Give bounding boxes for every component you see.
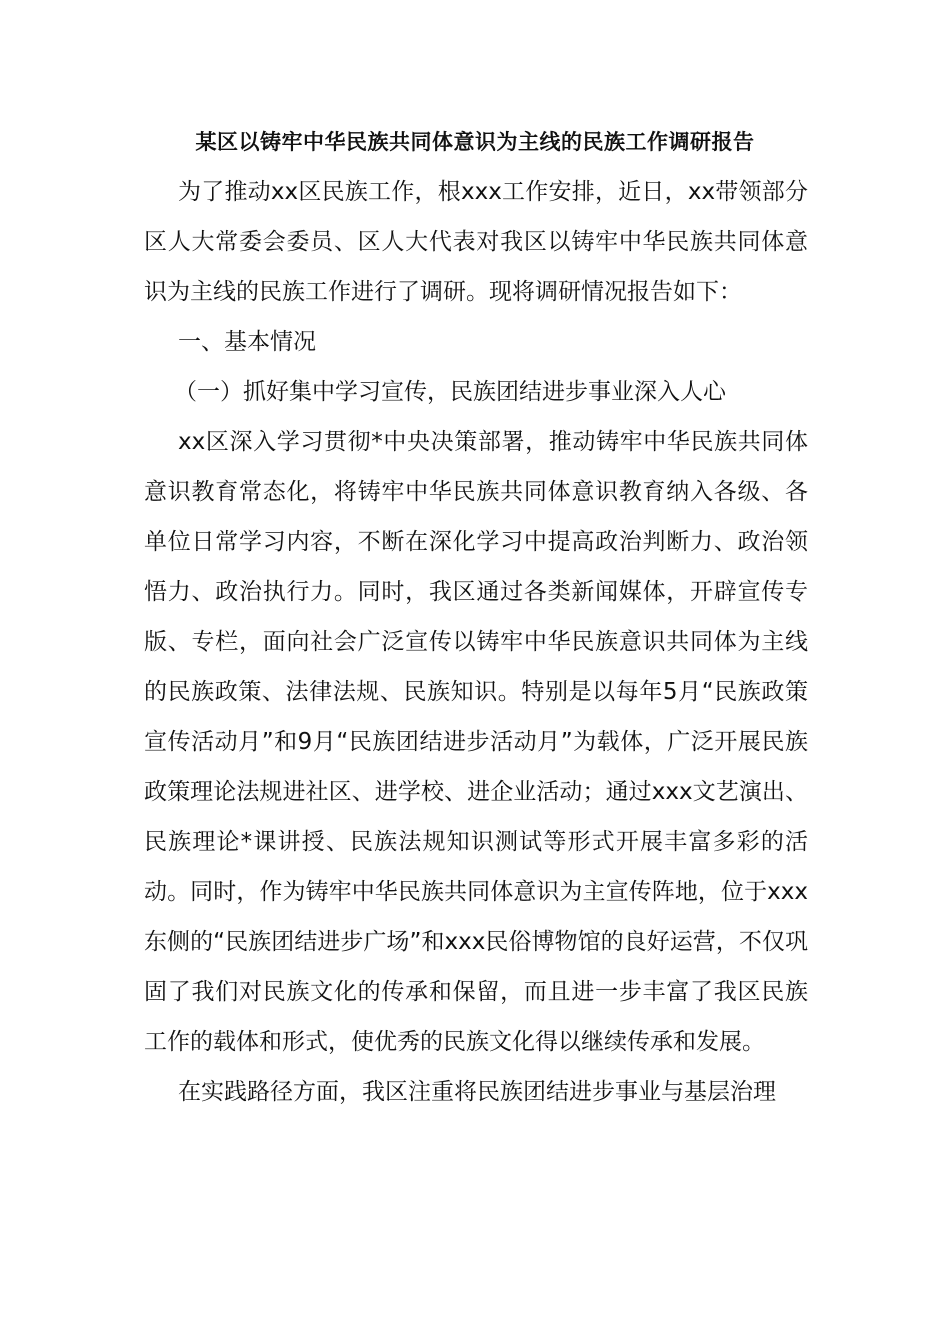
body-paragraph: xx区深入学习贯彻*中央决策部署，推动铸牢中华民族共同体意识教育常态化，将铸牢中华民族共同体意识教育纳入各级、各单位日常学习内容，不断在深化学习中提高政治判断力、政治领悟力、政治执行力。同时，我区通过各类新闻媒体，开辟宣传专版、专栏，面向社会广泛宣传以铸牢中华民族意识共同体为主线的民族政策、法律法规、民族知识。特别是以每年5月“民族政策宣传活动月”和9月“民族团结进步活动月”为载体，广泛开展民族政策理论法规进社区、进学校、进企业活动；通过xxx文艺演出、民族理论*课讲授、民族法规知识测试等形式开展丰富多彩的活动。同时，作为铸牢中华民族共同体意识为主宣传阵地，位于xxx东侧的“民族团结进步广场”和xxx民俗博物馆的良好运营，不仅巩固了我们对民族文化的传承和保留，而且进一步丰富了我区民族工作的载体和形式，使优秀的民族文化得以继续传承和发展。 (144, 429, 808, 1055)
intro-paragraph: 为了推动xx区民族工作，根xxx工作安排，近日，xx带领部分区人大常委会委员、区人大代表对我区以铸牢中华民族共同体意识为主线的民族工作进行了调研。现将调研情况报告如下： (144, 179, 808, 305)
body-paragraph: 在实践路径方面，我区注重将民族团结进步事业与基层治理 (178, 1079, 776, 1105)
subsection-heading: （一）抓好集中学习宣传，民族团结进步事业深入人心 (174, 379, 726, 405)
section-heading: 一、基本情况 (178, 329, 316, 355)
document-body (144, 167, 808, 1117)
document-title: 某区以铸牢中华民族共同体意识为主线的民族工作调研报告 (195, 130, 755, 154)
